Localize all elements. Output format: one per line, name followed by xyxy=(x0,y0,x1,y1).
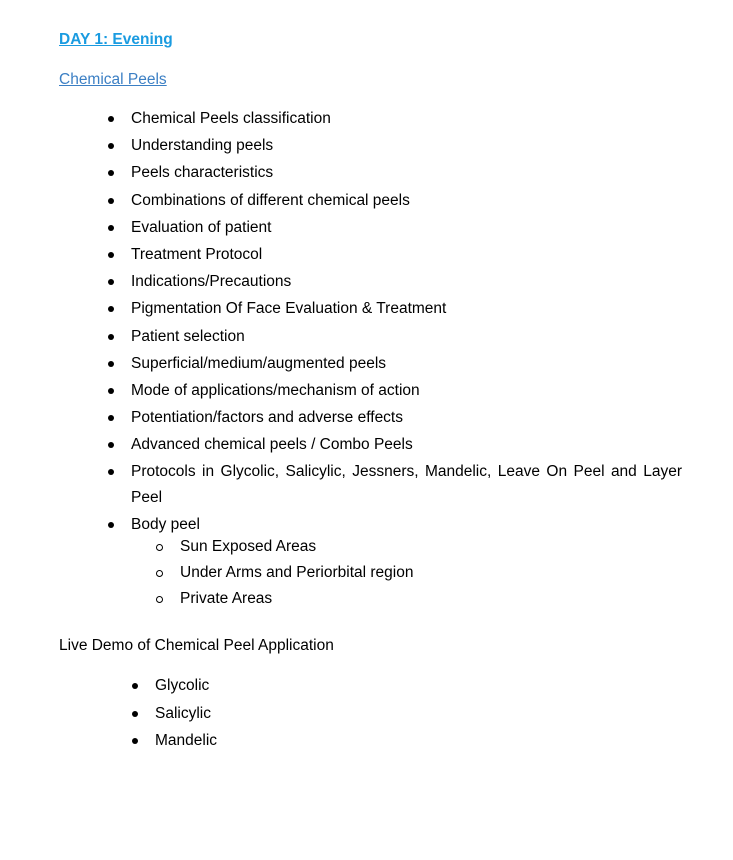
list-item-text: Glycolic xyxy=(155,677,210,694)
list-item-text: Patient selection xyxy=(131,327,245,345)
list-item xyxy=(108,272,682,292)
list-item-text: Potentiation/factors and adverse effects xyxy=(131,409,403,427)
list-item-text: Evaluation of patient xyxy=(131,218,272,236)
list-item-text: Chemical Peels classification xyxy=(131,110,331,127)
bullet-icon xyxy=(108,306,114,312)
list-item-text: Superficial/medium/augmented peels xyxy=(131,354,387,372)
circle-bullet-icon xyxy=(156,544,163,551)
chemical-peels-link[interactable]: Chemical Peels xyxy=(59,71,167,88)
day-heading: DAY 1: Evening xyxy=(59,31,173,48)
bullet-icon xyxy=(108,198,114,204)
list-item-text: Protocols in Glycolic, Salicylic, Jessners, Mandelic, Leave On Peel and Layer Peel xyxy=(131,463,682,507)
list-item xyxy=(108,354,682,374)
list-item xyxy=(108,381,682,401)
bullet-icon xyxy=(108,116,114,122)
list-item xyxy=(108,218,682,238)
list-item-text: Indications/Precautions xyxy=(131,273,292,291)
list-item xyxy=(108,299,682,319)
list-item-text: Body peel xyxy=(131,516,200,534)
list-item xyxy=(108,136,682,156)
bullet-icon xyxy=(108,442,114,448)
bullet-icon xyxy=(108,334,114,340)
list-item xyxy=(132,704,217,724)
bullet-icon xyxy=(108,143,114,149)
list-item-text: Salicylic xyxy=(155,704,211,722)
circle-bullet-icon xyxy=(156,596,163,603)
list-item xyxy=(108,459,682,511)
list-item xyxy=(108,163,682,183)
demo-list xyxy=(132,676,217,759)
sub-list-item-text: Sun Exposed Areas xyxy=(180,538,317,556)
circle-bullet-icon xyxy=(156,570,163,577)
list-item-text: Understanding peels xyxy=(131,137,274,155)
topics-list xyxy=(108,109,682,617)
bullet-icon xyxy=(132,738,138,744)
list-item xyxy=(108,327,682,347)
list-item-text: Mode of applications/mechanism of action xyxy=(131,381,420,399)
sub-list-item xyxy=(156,589,682,609)
list-item xyxy=(108,408,682,428)
list-item-text: Advanced chemical peels / Combo Peels xyxy=(131,436,413,454)
body-peel-subtopics xyxy=(131,537,682,609)
bullet-icon xyxy=(108,225,114,231)
list-item xyxy=(132,731,217,751)
bullet-icon xyxy=(108,279,114,285)
list-item xyxy=(132,676,217,696)
bullet-icon xyxy=(132,711,138,717)
bullet-icon xyxy=(108,469,114,475)
list-item-text: Pigmentation Of Face Evaluation & Treatment xyxy=(131,300,447,318)
sub-list-item xyxy=(156,537,682,557)
list-item xyxy=(108,435,682,455)
bullet-icon xyxy=(108,388,114,394)
bullet-icon xyxy=(108,522,114,528)
live-demo-title: Live Demo of Chemical Peel Application xyxy=(59,637,334,654)
list-item-body-peel xyxy=(108,515,682,609)
sub-list-item xyxy=(156,563,682,583)
list-item-text: Peels characteristics xyxy=(131,164,274,182)
sub-list-item-text: Under Arms and Periorbital region xyxy=(180,564,414,582)
list-item-text: Combinations of different chemical peels xyxy=(131,191,410,209)
bullet-icon xyxy=(108,361,114,367)
bullet-icon xyxy=(108,415,114,421)
list-item xyxy=(108,109,682,129)
list-item xyxy=(108,191,682,211)
bullet-icon xyxy=(108,252,114,258)
list-item-text: Treatment Protocol xyxy=(131,245,263,263)
bullet-icon xyxy=(132,683,138,689)
sub-list-item-text: Private Areas xyxy=(180,590,273,608)
list-item-text: Mandelic xyxy=(155,732,218,749)
list-item xyxy=(108,245,682,265)
bullet-icon xyxy=(108,170,114,176)
